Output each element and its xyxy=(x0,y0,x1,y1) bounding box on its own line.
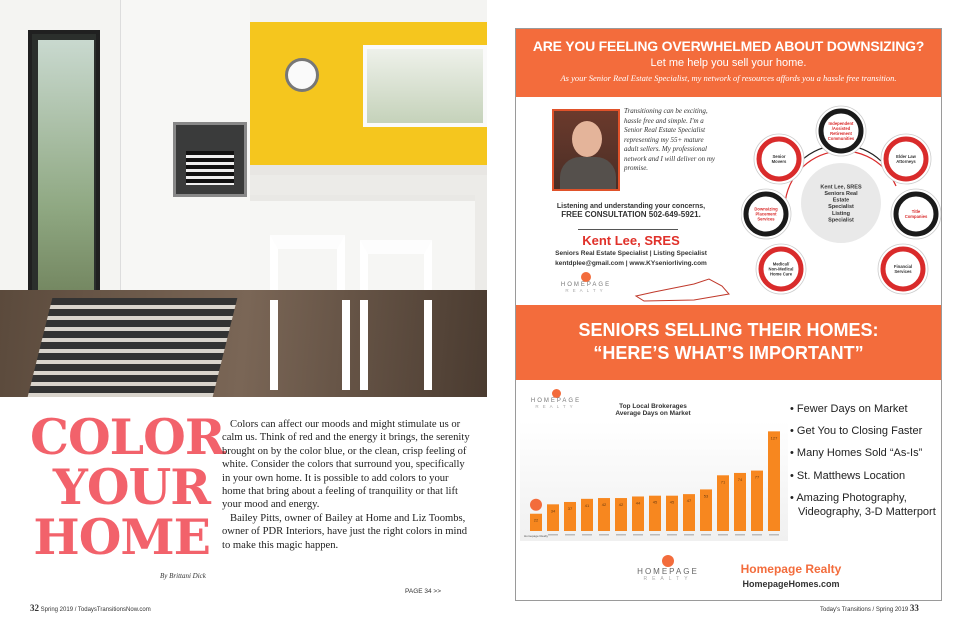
bullet-item: • Get You to Closing Faster xyxy=(790,425,923,437)
logo-word: HOMEPAGE xyxy=(530,398,582,404)
bar-value-label: 41 xyxy=(584,502,590,508)
bullet-text: Get You to Closing Faster xyxy=(796,425,923,437)
wall-clock xyxy=(285,58,319,92)
bar-value-label: 77 xyxy=(754,474,760,480)
bullet-text: Amazing Photography, Videography, 3-D Matterport xyxy=(796,492,936,518)
page-number: 32 xyxy=(30,603,39,613)
brand-name: Homepage Realty xyxy=(740,562,842,576)
banner-line: SENIORS SELLING THEIR HOMES: xyxy=(578,320,879,340)
bar-value-label: 22 xyxy=(533,517,539,523)
network-node-label: Elder Law Attorneys xyxy=(896,153,916,164)
agent-contact[interactable]: kentdplee@gmail.com | www.KYseniorliving.com xyxy=(555,260,707,267)
logo-word: HOMEPAGE xyxy=(637,567,699,576)
bar-value-label: 42 xyxy=(601,502,607,508)
logo-sub: REALTY xyxy=(565,288,607,293)
paragraph: Bailey Pitts, owner of Bailey at Home and Liz Toombs, owner of PDR Interiors, have just the right colors in mind to make this magic happen. xyxy=(222,512,468,551)
network-node-label: Medical/ Non-Medical Home Care xyxy=(768,261,794,277)
glass-door xyxy=(28,30,100,330)
agent-intro: Transitioning can be exciting, hassle free and simple. I'm a Senior Real Estate Specialist representing my 55+ mature adult sellers. My professional network and I will deliver on my promise. xyxy=(624,107,715,172)
bar-value-label: 42 xyxy=(618,502,624,508)
article-body xyxy=(222,418,470,552)
oven xyxy=(173,122,247,197)
agent-roles: Seniors Real Estate Specialist | Listing Specialist xyxy=(555,250,707,257)
bullet-text: St. Matthews Location xyxy=(796,470,906,482)
tagline: As your Senior Real Estate Specialist, my network of resources affords you a hassle free transition. xyxy=(560,73,897,83)
kitchen-photo xyxy=(0,0,487,397)
bar-value-label: 127 xyxy=(770,435,778,441)
paragraph: Colors can affect our moods and might stimulate us or calm us. Think of red and the energy it brings, the serenity brought on by the color blue, or the clean, crisp feeling of white. Consider the colors that surround you, specifically in your own home. It is possible to add colors to your home that bring about a feeling of tranquility or that lift your mood and energy. xyxy=(222,419,470,511)
title-line: COLOR xyxy=(30,408,225,466)
title-line: YOUR xyxy=(52,458,210,516)
network-node-label: Title Companies xyxy=(904,208,928,219)
page-number: 33 xyxy=(909,603,919,613)
window xyxy=(363,45,487,127)
bullet-item: • St. Matthews Location xyxy=(790,470,906,482)
bar-value-label: 45 xyxy=(669,499,675,505)
center-node-label: Kent Lee, SRES Seniors Real Estate Specialist Listing Specialist xyxy=(820,184,862,224)
chart-title-line: Top Local Brokerages xyxy=(619,403,687,410)
title-line: HOME xyxy=(33,508,210,566)
bullet-item: • Many Homes Sold “As-Is” xyxy=(790,447,923,459)
bar-value-label: 47 xyxy=(686,498,692,504)
logo-sub: REALTY xyxy=(535,404,577,409)
banner-line: “HERE’S WHAT’S IMPORTANT” xyxy=(593,343,864,363)
network-node-label: Financial Services xyxy=(893,263,913,274)
striped-rug xyxy=(28,298,238,397)
bar-value-label: 74 xyxy=(737,476,743,482)
network-node-label: Downsizing Placement Services xyxy=(754,206,778,222)
chart-title-line: Average Days on Market xyxy=(615,410,691,417)
bottom-logo xyxy=(628,555,708,582)
footer-text: Today's Transitions / Spring 2019 xyxy=(820,607,909,613)
bar-value-label: 53 xyxy=(703,493,709,499)
subhead: Let me help you sell your home. xyxy=(650,57,807,69)
bar-value-label: 71 xyxy=(720,479,726,485)
left-footer xyxy=(30,603,151,613)
continued-link[interactable]: PAGE 34 >> xyxy=(405,588,442,595)
byline: By Brittani Dick xyxy=(160,572,206,580)
agent-name: Kent Lee, SRES xyxy=(582,233,680,248)
article-title xyxy=(30,408,225,566)
realtor-advertisement xyxy=(515,28,942,601)
website-link[interactable]: HomepageHomes.com xyxy=(742,579,840,589)
logo-h-icon xyxy=(662,555,674,567)
consult-phone: FREE CONSULTATION 502-649-5921. xyxy=(561,210,701,219)
consult-line: Listening and understanding your concerns, xyxy=(556,203,706,210)
bullet-item: • Amazing Photography, Videography, 3-D Matterport xyxy=(790,492,936,518)
bar-value-label: 34 xyxy=(550,508,556,514)
footer-text: Spring 2019 / TodaysTransitionsNow.com xyxy=(40,607,151,613)
bullet-text: Fewer Days on Market xyxy=(796,403,908,415)
category-label: Homepage Realty xyxy=(523,534,549,538)
bar-value-label: 37 xyxy=(567,505,573,511)
network-node-label: Senior Movers xyxy=(771,153,787,164)
bullet-text: Many Homes Sold “As-Is” xyxy=(796,447,923,459)
headline: ARE YOU FEELING OVERWHELMED ABOUT DOWNSIZING? xyxy=(532,38,925,54)
bullet-item: • Fewer Days on Market xyxy=(790,403,908,415)
benefit-list xyxy=(516,29,942,601)
bar-value-label: 45 xyxy=(652,499,658,505)
logo-word: HOMEPAGE xyxy=(560,282,612,288)
right-footer xyxy=(820,603,919,613)
network-node-label: Independent /Assisted Retirement Communities xyxy=(827,120,855,142)
bar-value-label: 44 xyxy=(635,500,641,506)
logo-sub: REALTY xyxy=(643,576,693,582)
